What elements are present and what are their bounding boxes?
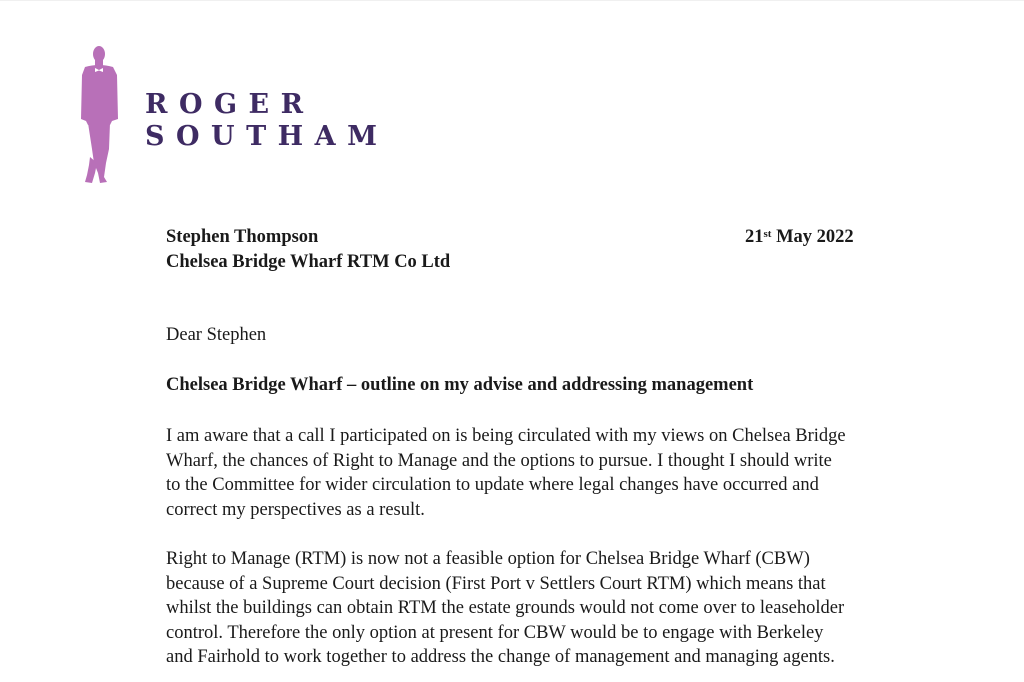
body-paragraph [166, 547, 844, 670]
gentleman-silhouette-icon [80, 45, 122, 185]
date-month-year: May 2022 [771, 227, 854, 247]
date-day: 21 [745, 227, 764, 247]
addressee-name: Stephen Thompson [166, 227, 319, 247]
paragraph-line: correct my perspectives as a result. [166, 499, 425, 520]
paragraph-line: Right to Manage (RTM) is now not a feasible option for Chelsea Bridge Wharf (CBW) [166, 549, 810, 569]
paragraph-line: to the Committee for wider circulation to update where legal changes have occurred and [166, 475, 819, 495]
subject-heading: Chelsea Bridge Wharf – outline on my advise and addressing management [166, 375, 754, 395]
paragraph-line: whilst the buildings can obtain RTM the estate grounds would not come over to leaseholder [166, 598, 845, 618]
addressee-company: Chelsea Bridge Wharf RTM Co Ltd [166, 251, 451, 272]
date-suffix: st [763, 228, 772, 240]
body-paragraph [166, 424, 846, 522]
logo-name-last: SOUTHAM [145, 121, 389, 152]
letter-date [745, 225, 854, 250]
logo-name-first: ROGER [145, 89, 315, 120]
paragraph-line: because of a Supreme Court decision (First Port v Settlers Court RTM) which means that [166, 573, 826, 594]
addressee-block [166, 225, 450, 274]
paragraph-line: and Fairhold to work together to address the change of management and managing agents. [166, 647, 835, 667]
paragraph-line: Wharf, the chances of Right to Manage and the options to pursue. I thought I should write [166, 450, 832, 471]
paragraph-line: control. Therefore the only option at present for CBW would be to engage with Berkeley [166, 622, 824, 643]
paragraph-line: I am aware that a call I participated on is being circulated with my views on Chelsea Bridge [166, 426, 846, 446]
salutation: Dear Stephen [166, 325, 267, 345]
